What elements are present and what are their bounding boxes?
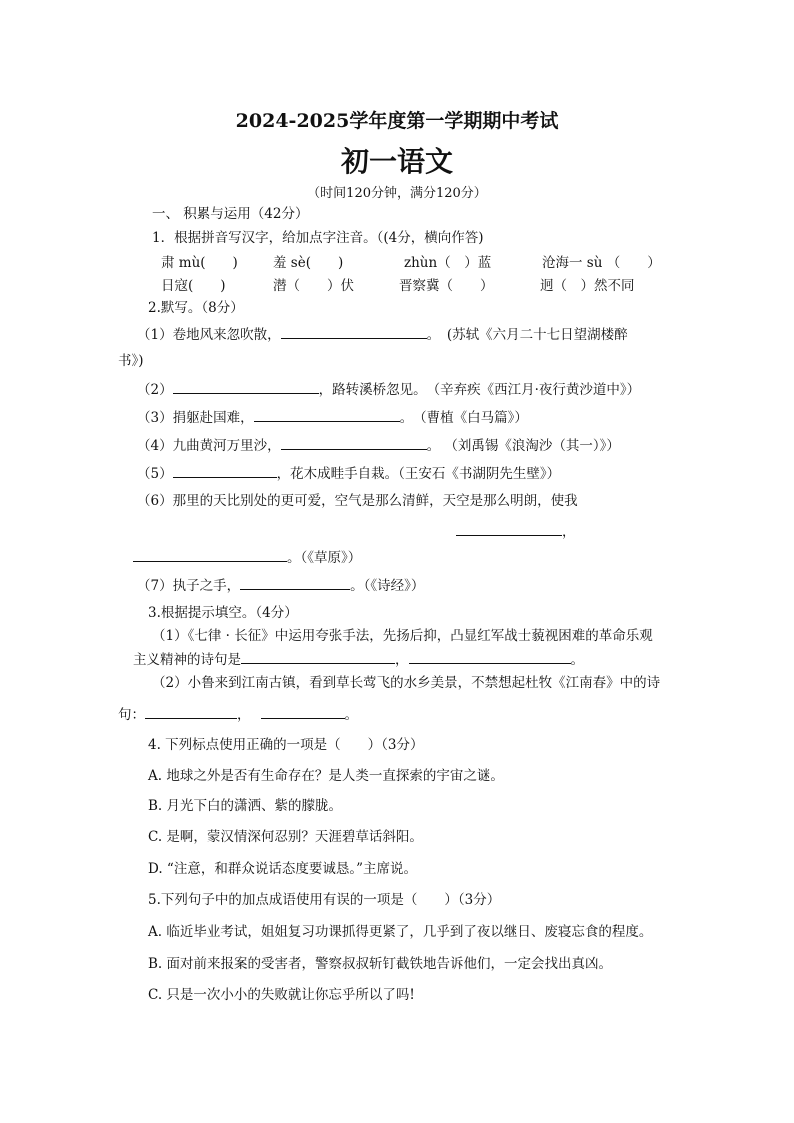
q2-item6-line2 xyxy=(456,522,576,541)
q4-option-c: C. 是啊，蒙汉情深何忍别？天涯碧草话斜阳。 xyxy=(148,829,423,845)
q5-stem: 5.下列句子中的加点成语使用有误的一项是（ ）（3分） xyxy=(148,892,501,908)
answer-blank[interactable] xyxy=(456,522,562,536)
q2-item5-label: （5） xyxy=(137,466,173,482)
q4-stem: 4. 下列标点使用正确的一项是（ ）（3分） xyxy=(148,737,424,753)
q3-p1-comma: ， xyxy=(395,652,409,668)
answer-blank[interactable] xyxy=(241,650,395,664)
q1-r2-item2: 潜（ ）伏 xyxy=(273,278,354,294)
q1-stem: 1．根据拼音写汉字，给加点字注音。（(4分，横向作答) xyxy=(152,230,484,246)
q2-item4 xyxy=(137,436,620,455)
answer-blank[interactable] xyxy=(261,705,345,719)
answer-blank[interactable] xyxy=(173,380,319,394)
q5-option-c: C. 只是一次小小的失败就让你忘乎所以了吗! xyxy=(148,987,415,1003)
answer-blank[interactable] xyxy=(133,548,287,562)
answer-blank[interactable] xyxy=(173,464,277,478)
exam-title: 2024-2025学年度第一学期期中考试 xyxy=(235,110,559,132)
q1-r2-item3: 晋察冀（ ） xyxy=(399,278,494,294)
q2-stem: 2.默写。（8分） xyxy=(148,300,244,316)
answer-blank[interactable] xyxy=(145,705,237,719)
q4-option-d: D. “注意，和群众说话态度要诚恳。”主席说。 xyxy=(148,861,417,877)
answer-blank[interactable] xyxy=(281,436,427,450)
q3-p1-lead: 主义精神的诗句是 xyxy=(133,652,241,668)
q2-item6-comma: ， xyxy=(562,524,576,540)
q2-item1-source: 。 (苏轼《六月二十七日望湖楼醉 xyxy=(426,327,628,343)
subject-title: 初一语文 xyxy=(340,145,453,178)
q2-item6-source: 。（《草原》） xyxy=(287,550,362,566)
q2-item1-text: （1）卷地风来忽吹散， xyxy=(137,327,281,343)
q2-item6-line3 xyxy=(133,548,361,567)
q2-item7-source: 。（《诗经》） xyxy=(350,578,425,594)
q2-item3-source: 。 （曹植《白马篇》） xyxy=(399,410,528,426)
q2-item2 xyxy=(137,380,640,399)
q1-r2-item4: 迥（ ）然不同 xyxy=(540,278,635,294)
q2-item4-text: （4）九曲黄河万里沙， xyxy=(137,438,281,454)
q2-item7 xyxy=(137,576,424,595)
q3-p2-line2 xyxy=(118,705,358,724)
q2-item2-label: （2） xyxy=(137,382,173,398)
q2-item6: （6）那里的天比别处的更可爱，空气是那么清鲜，天空是那么明朗，使我 xyxy=(137,493,578,509)
q3-p1-end: 。 xyxy=(570,652,584,668)
q2-item3 xyxy=(137,408,528,427)
q1-r2-item1: 日寇( ) xyxy=(161,278,226,294)
q3-p2-line1: （2）小鲁来到江南古镇，看到草长莺飞的水乡美景，不禁想起杜牧《江南春》中的诗 xyxy=(152,675,661,691)
time-info: （时间120分钟，满分120分） xyxy=(307,186,487,201)
answer-blank[interactable] xyxy=(281,325,427,339)
answer-blank[interactable] xyxy=(409,650,571,664)
q3-p2-lead: 句： xyxy=(118,707,145,723)
q2-item7-text: （7）执子之手， xyxy=(137,578,241,594)
q3-p1-line1: （1）《七律 · 长征》中运用夸张手法，先扬后抑，凸显红军战士藐视困难的革命乐观 xyxy=(152,628,653,644)
q3-p1-line2 xyxy=(133,650,584,669)
q2-item1 xyxy=(137,325,628,344)
q1-r1-item3: zhùn（ ）蓝 xyxy=(404,255,492,271)
answer-blank[interactable] xyxy=(240,576,350,590)
section-heading: 一、 积累与运用（42分） xyxy=(152,206,309,222)
q1-r1-item2: 羞 sè( ) xyxy=(273,255,344,271)
q5-option-a: A. 临近毕业考试，姐姐复习功课抓得更紧了，几乎到了夜以继日、废寝忘食的程度。 xyxy=(148,924,653,940)
q4-option-a: A. 地球之外是否有生命存在？是人类一直探索的宇宙之谜。 xyxy=(148,768,504,784)
answer-blank[interactable] xyxy=(254,408,400,422)
q1-r1-item4: 沧海一 sù （ ） xyxy=(542,255,661,271)
q5-option-b: B. 面对前来报案的受害者，警察叔叔斩钉截铁地告诉他们，一定会找出真凶。 xyxy=(148,956,613,972)
q2-item5 xyxy=(137,464,560,483)
q2-item1-cont: 书》) xyxy=(118,353,144,369)
q4-option-b: B. 月光下白的潇洒、紫的朦胧。 xyxy=(148,798,343,814)
q3-p2-comma: ， xyxy=(237,707,251,723)
q3-stem: 3.根据提示填空。（4分） xyxy=(148,605,298,621)
q3-p2-end: 。 xyxy=(344,707,358,723)
q2-item3-text: （3）捐躯赴国难， xyxy=(137,410,254,426)
q2-item2-text: ，路转溪桥忽见。 （辛弃疾《西江月·夜行黄沙道中》） xyxy=(318,382,641,398)
q1-r1-item1: 肃 mù( ) xyxy=(161,255,238,271)
q2-item4-source: 。 （刘禹锡《浪淘沙（其一）》） xyxy=(426,438,620,454)
q2-item5-text: ，花木成畦手自栽。（王安石《书湖阴先生壁》） xyxy=(276,466,561,482)
